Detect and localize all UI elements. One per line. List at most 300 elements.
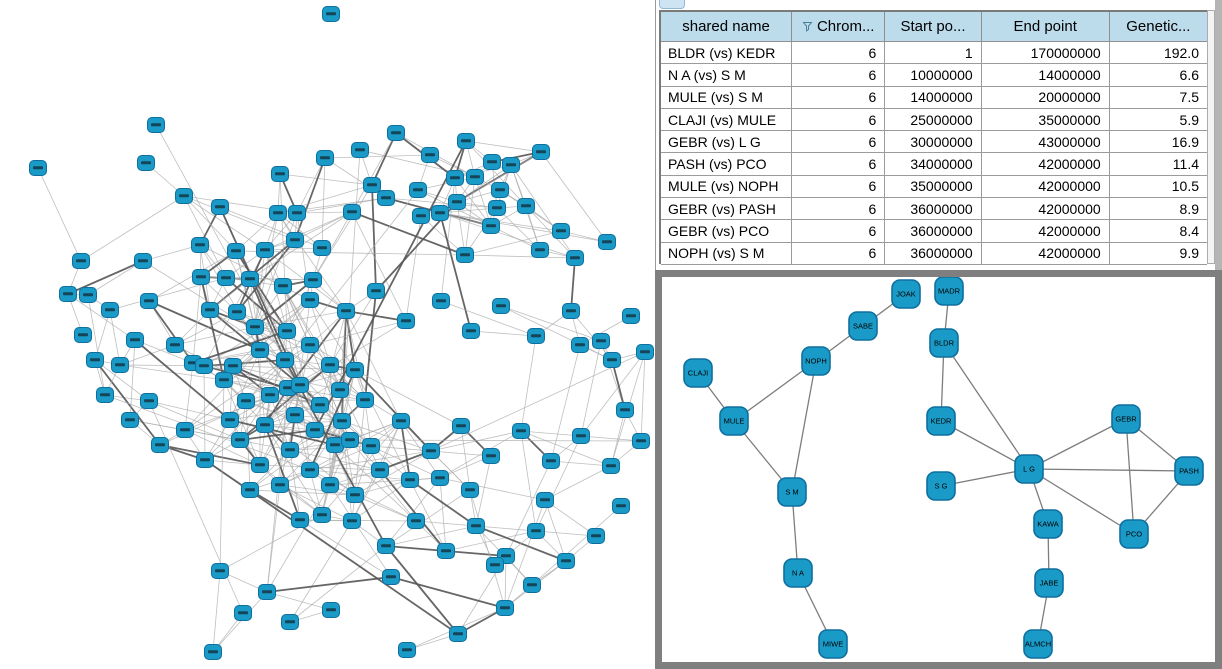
network-node[interactable]	[287, 233, 304, 248]
node-label-smudge	[200, 458, 210, 461]
network-node[interactable]	[613, 499, 630, 514]
node-label-smudge	[402, 648, 412, 651]
network-node[interactable]	[468, 519, 485, 534]
network-node[interactable]	[347, 363, 364, 378]
network-node[interactable]	[127, 333, 144, 348]
network-node[interactable]	[287, 408, 304, 423]
overview-edge	[81, 196, 184, 261]
column-header-sharedname[interactable]	[661, 12, 792, 41]
node-label-smudge	[225, 418, 235, 421]
node-label-smudge	[232, 310, 242, 313]
node-label-smudge	[596, 339, 606, 342]
node-label-smudge	[527, 583, 537, 586]
node-label-smudge	[516, 429, 526, 432]
network-node[interactable]	[277, 353, 294, 368]
node-label-smudge	[486, 224, 496, 227]
node-label-smudge	[366, 444, 376, 447]
network-node[interactable]	[553, 224, 570, 239]
network-node[interactable]	[533, 145, 550, 160]
node-label-smudge	[245, 277, 255, 280]
overview-edge	[440, 478, 446, 551]
node-label-smudge	[556, 229, 566, 232]
network-node[interactable]	[463, 324, 480, 339]
network-node[interactable]	[60, 287, 77, 302]
network-node[interactable]	[402, 473, 419, 488]
overview-edge	[185, 363, 193, 430]
filter-icon	[802, 21, 813, 32]
node-label-smudge	[115, 363, 125, 366]
table-row[interactable]	[661, 198, 1207, 220]
node-label-smudge	[90, 358, 100, 361]
node-label: JABE	[1039, 578, 1059, 588]
network-node[interactable]	[141, 294, 158, 309]
network-node[interactable]	[192, 238, 209, 253]
node-label-smudge	[405, 478, 415, 481]
network-node[interactable]	[399, 643, 416, 658]
table-cell: 36000000	[885, 220, 981, 242]
network-node[interactable]	[232, 433, 249, 448]
network-node[interactable]	[112, 358, 129, 373]
network-node[interactable]	[388, 126, 405, 141]
network-node[interactable]	[289, 206, 306, 221]
column-header-chrom[interactable]	[792, 12, 885, 41]
network-node[interactable]	[422, 148, 439, 163]
network-node[interactable]	[307, 423, 324, 438]
table-row[interactable]	[661, 42, 1207, 64]
network-node[interactable]	[196, 359, 213, 374]
table-cell: N A (vs) S M	[661, 64, 792, 86]
network-node[interactable]	[305, 273, 322, 288]
network-node[interactable]	[603, 459, 620, 474]
node-label-smudge	[130, 338, 140, 341]
network-node[interactable]	[453, 419, 470, 434]
network-node[interactable]	[218, 271, 235, 286]
network-node[interactable]	[935, 277, 963, 305]
network-node[interactable]	[599, 235, 616, 250]
network-node[interactable]	[802, 347, 830, 375]
node-label-smudge	[616, 504, 626, 507]
network-node[interactable]	[383, 570, 400, 585]
network-node[interactable]	[1120, 520, 1148, 548]
node-label-smudge	[602, 240, 612, 243]
network-node[interactable]	[1015, 455, 1043, 483]
detail-network-canvas[interactable]	[662, 277, 1215, 662]
node-label-smudge	[337, 419, 347, 422]
table-row[interactable]	[661, 220, 1207, 242]
node-label-smudge	[295, 383, 305, 386]
network-node[interactable]	[257, 418, 274, 433]
node-label-smudge	[231, 249, 241, 252]
table-row[interactable]	[661, 87, 1207, 109]
network-node[interactable]	[543, 454, 560, 469]
network-node[interactable]	[492, 183, 509, 198]
network-node[interactable]	[97, 388, 114, 403]
network-node[interactable]	[322, 358, 339, 373]
node-label-smudge	[435, 211, 445, 214]
network-node[interactable]	[176, 189, 193, 204]
network-node[interactable]	[75, 328, 92, 343]
network-node[interactable]	[558, 554, 575, 569]
network-node[interactable]	[532, 243, 549, 258]
overview-edge	[501, 306, 601, 341]
network-detail-panel[interactable]	[655, 270, 1222, 669]
network-node[interactable]	[87, 353, 104, 368]
node-label-smudge	[290, 238, 300, 241]
detail-edge[interactable]	[792, 361, 816, 492]
network-node[interactable]	[927, 472, 955, 500]
node-label-smudge	[396, 419, 406, 422]
network-node[interactable]	[272, 478, 289, 493]
network-node[interactable]	[338, 304, 355, 319]
table-cell: 6	[792, 198, 885, 220]
overview-edge	[310, 321, 406, 345]
network-node[interactable]	[327, 438, 344, 453]
node-label-smudge	[501, 554, 511, 557]
network-node[interactable]	[513, 424, 530, 439]
network-node[interactable]	[259, 585, 276, 600]
network-node[interactable]	[275, 279, 292, 294]
node-label-smudge	[636, 439, 646, 442]
edge-table-panel	[655, 0, 1222, 270]
table-cell: 7.5	[1110, 87, 1207, 109]
network-node[interactable]	[141, 394, 158, 409]
network-node[interactable]	[272, 167, 289, 182]
network-node[interactable]	[563, 304, 580, 319]
table-cell: 42000000	[982, 220, 1110, 242]
network-node[interactable]	[784, 559, 812, 587]
network-node[interactable]	[252, 343, 269, 358]
node-label-smudge	[105, 308, 115, 311]
network-node[interactable]	[457, 248, 474, 263]
node-label-smudge	[278, 284, 288, 287]
overview-edge	[611, 410, 625, 466]
network-node[interactable]	[238, 394, 255, 409]
table-cell: 10000000	[885, 64, 981, 86]
network-node[interactable]	[270, 206, 287, 221]
node-label-smudge	[305, 468, 315, 471]
node-label-smudge	[540, 498, 550, 501]
node-label: N A	[791, 568, 805, 578]
network-node[interactable]	[152, 438, 169, 453]
network-node[interactable]	[487, 558, 504, 573]
table-row[interactable]	[661, 243, 1207, 265]
network-node[interactable]	[228, 244, 245, 259]
node-label-smudge	[591, 534, 601, 537]
node-label-smudge	[360, 398, 370, 401]
node-label-smudge	[290, 413, 300, 416]
node-label-smudge	[561, 559, 571, 562]
network-node[interactable]	[633, 434, 650, 449]
network-node[interactable]	[413, 209, 430, 224]
network-node[interactable]	[279, 324, 296, 339]
detail-edge[interactable]	[1029, 469, 1189, 471]
table-cell: 6	[792, 153, 885, 175]
network-node[interactable]	[489, 201, 506, 216]
node-label-smudge	[391, 131, 401, 134]
network-node[interactable]	[458, 134, 475, 149]
node-label-smudge	[144, 399, 154, 402]
network-node[interactable]	[102, 303, 119, 318]
table-cell: 6	[792, 243, 885, 265]
node-label-smudge	[326, 12, 336, 15]
network-node[interactable]	[167, 338, 184, 353]
node-label-smudge	[435, 476, 445, 479]
network-node[interactable]	[193, 270, 210, 285]
network-node[interactable]	[317, 151, 334, 166]
network-node[interactable]	[30, 161, 47, 176]
overview-edge	[267, 577, 391, 592]
network-node[interactable]	[1024, 630, 1052, 658]
network-node[interactable]	[449, 195, 466, 210]
network-node[interactable]	[80, 288, 97, 303]
network-node[interactable]	[637, 345, 654, 360]
network-node[interactable]	[720, 407, 748, 435]
network-node[interactable]	[484, 155, 501, 170]
network-node[interactable]	[1035, 569, 1063, 597]
table-cell: 42000000	[982, 243, 1110, 265]
node-label-smudge	[371, 289, 381, 292]
network-node[interactable]	[524, 578, 541, 593]
network-node[interactable]	[493, 299, 510, 314]
table-cell: 6	[792, 220, 885, 242]
table-row[interactable]	[661, 131, 1207, 153]
network-node[interactable]	[364, 178, 381, 193]
network-node[interactable]	[212, 564, 229, 579]
overview-nodes	[30, 7, 654, 660]
network-node[interactable]	[778, 478, 806, 506]
network-node[interactable]	[177, 423, 194, 438]
network-node[interactable]	[438, 544, 455, 559]
node-label-smudge	[138, 259, 148, 262]
column-header-genetic[interactable]	[1110, 12, 1207, 41]
network-node[interactable]	[447, 171, 464, 186]
table-cell: 170000000	[982, 42, 1110, 64]
node-label-smudge	[367, 183, 377, 186]
detail-edge[interactable]	[944, 343, 1029, 469]
network-node[interactable]	[368, 284, 385, 299]
network-node[interactable]	[927, 407, 955, 435]
network-node[interactable]	[588, 529, 605, 544]
node-label-smudge	[345, 438, 355, 441]
detail-nodes	[684, 277, 1203, 658]
network-node[interactable]	[323, 603, 340, 618]
network-node[interactable]	[242, 272, 259, 287]
table-cell: 36000000	[885, 198, 981, 220]
network-node[interactable]	[423, 444, 440, 459]
network-node[interactable]	[408, 514, 425, 529]
node-label-smudge	[492, 206, 502, 209]
network-node[interactable]	[138, 156, 155, 171]
network-node[interactable]	[1112, 405, 1140, 433]
node-label-smudge	[500, 606, 510, 609]
network-node[interactable]	[242, 483, 259, 498]
network-node[interactable]	[314, 241, 331, 256]
overview-edge	[641, 352, 645, 441]
network-node[interactable]	[282, 615, 299, 630]
network-node[interactable]	[135, 254, 152, 269]
column-header-startpo[interactable]	[885, 12, 981, 41]
table-cell: MULE (vs) NOPH	[661, 176, 792, 198]
node-label-smudge	[575, 343, 585, 346]
detail-edge[interactable]	[1126, 419, 1134, 534]
network-node[interactable]	[247, 320, 264, 335]
node-label-smudge	[308, 278, 318, 281]
network-node[interactable]	[197, 453, 214, 468]
network-node[interactable]	[819, 630, 847, 658]
overview-edge	[322, 158, 325, 248]
network-node[interactable]	[572, 338, 589, 353]
network-node[interactable]	[302, 338, 319, 353]
network-node[interactable]	[73, 254, 90, 269]
network-node[interactable]	[410, 183, 427, 198]
node-label-smudge	[506, 163, 516, 166]
network-node[interactable]	[282, 443, 299, 458]
network-node[interactable]	[334, 414, 351, 429]
overview-edge	[506, 461, 551, 556]
network-node[interactable]	[432, 471, 449, 486]
network-node[interactable]	[567, 251, 584, 266]
network-node[interactable]	[257, 243, 274, 258]
network-node[interactable]	[930, 329, 958, 357]
table-cell: 6	[792, 64, 885, 86]
network-node[interactable]	[378, 191, 395, 206]
network-node[interactable]	[148, 118, 165, 133]
network-node[interactable]	[212, 200, 229, 215]
node-label-smudge	[285, 620, 295, 623]
network-node[interactable]	[617, 403, 634, 418]
network-node[interactable]	[462, 483, 479, 498]
overview-edge	[440, 431, 521, 478]
node-label: MIWE	[822, 639, 844, 649]
network-node[interactable]	[344, 514, 361, 529]
network-node[interactable]	[483, 219, 500, 234]
network-node[interactable]	[467, 170, 484, 185]
network-node[interactable]	[357, 393, 374, 408]
column-header-endpoint[interactable]	[982, 12, 1110, 41]
network-node[interactable]	[398, 314, 415, 329]
network-node[interactable]	[528, 524, 545, 539]
node-label-smudge	[570, 256, 580, 259]
network-node[interactable]	[222, 413, 239, 428]
node-label-smudge	[335, 388, 345, 391]
network-node[interactable]	[322, 478, 339, 493]
node-label-smudge	[196, 275, 206, 278]
table-cell: 14000000	[885, 87, 981, 109]
network-node[interactable]	[497, 601, 514, 616]
table-cell: 10.5	[1110, 176, 1207, 198]
node-label-smudge	[375, 468, 385, 471]
network-node[interactable]	[433, 294, 450, 309]
network-node[interactable]	[314, 508, 331, 523]
node-label-smudge	[292, 211, 302, 214]
network-node[interactable]	[604, 353, 621, 368]
network-node[interactable]	[393, 414, 410, 429]
table-cell: CLAJI (vs) MULE	[661, 109, 792, 131]
network-node[interactable]	[332, 383, 349, 398]
network-node[interactable]	[1034, 510, 1062, 538]
network-node[interactable]	[363, 439, 380, 454]
network-node[interactable]	[205, 645, 222, 660]
network-node[interactable]	[229, 305, 246, 320]
network-node[interactable]	[225, 359, 242, 374]
node-label-smudge	[33, 166, 43, 169]
table-row[interactable]	[661, 176, 1207, 198]
network-node[interactable]	[312, 398, 329, 413]
network-node[interactable]	[684, 359, 712, 387]
network-node[interactable]	[518, 199, 535, 214]
table-cell: 42000000	[982, 153, 1110, 175]
node-label-smudge	[260, 248, 270, 251]
network-node[interactable]	[1175, 457, 1203, 485]
network-node[interactable]	[122, 413, 139, 428]
network-node[interactable]	[252, 458, 269, 473]
network-node[interactable]	[302, 293, 319, 308]
node-label: JOAK	[896, 289, 916, 299]
network-node[interactable]	[323, 7, 340, 22]
network-node[interactable]	[593, 334, 610, 349]
network-node[interactable]	[342, 433, 359, 448]
network-node[interactable]	[450, 627, 467, 642]
node-label-smudge	[425, 153, 435, 156]
table-cell: 14000000	[982, 64, 1110, 86]
window-edge	[1215, 0, 1222, 270]
network-node[interactable]	[216, 373, 233, 388]
node-label-smudge	[83, 293, 93, 296]
node-label-smudge	[315, 403, 325, 406]
node-label-smudge	[386, 575, 396, 578]
network-node[interactable]	[292, 513, 309, 528]
table-row[interactable]	[661, 109, 1207, 131]
node-label-smudge	[620, 408, 630, 411]
network-node[interactable]	[378, 539, 395, 554]
network-node[interactable]	[202, 303, 219, 318]
network-node[interactable]	[344, 205, 361, 220]
network-node[interactable]	[503, 158, 520, 173]
tab-fragment[interactable]	[659, 0, 685, 9]
network-node[interactable]	[262, 388, 279, 403]
overview-edge	[213, 571, 220, 652]
network-node[interactable]	[292, 378, 309, 393]
overview-edge	[220, 380, 224, 571]
network-node[interactable]	[352, 143, 369, 158]
network-node[interactable]	[623, 309, 640, 324]
network-node[interactable]	[432, 206, 449, 221]
network-node[interactable]	[372, 463, 389, 478]
node-label: SABE	[852, 321, 874, 331]
table-row[interactable]	[661, 153, 1207, 175]
node-label: S G	[934, 481, 948, 491]
node-label-smudge	[199, 364, 209, 367]
node-label: MADR	[937, 286, 961, 296]
network-node[interactable]	[573, 429, 590, 444]
network-node[interactable]	[528, 329, 545, 344]
node-label-smudge	[219, 378, 229, 381]
network-node[interactable]	[235, 606, 252, 621]
overview-edge	[224, 380, 288, 388]
network-node[interactable]	[892, 280, 920, 308]
network-node[interactable]	[347, 488, 364, 503]
table-scrollbar-track[interactable]	[1207, 10, 1215, 264]
node-label-smudge	[228, 364, 238, 367]
overview-edge	[38, 168, 81, 261]
overview-edge	[440, 478, 545, 500]
table-row[interactable]	[661, 64, 1207, 86]
network-node[interactable]	[302, 463, 319, 478]
network-node[interactable]	[483, 449, 500, 464]
network-node[interactable]	[537, 493, 554, 508]
table-cell: 43000000	[982, 131, 1110, 153]
network-node[interactable]	[849, 312, 877, 340]
